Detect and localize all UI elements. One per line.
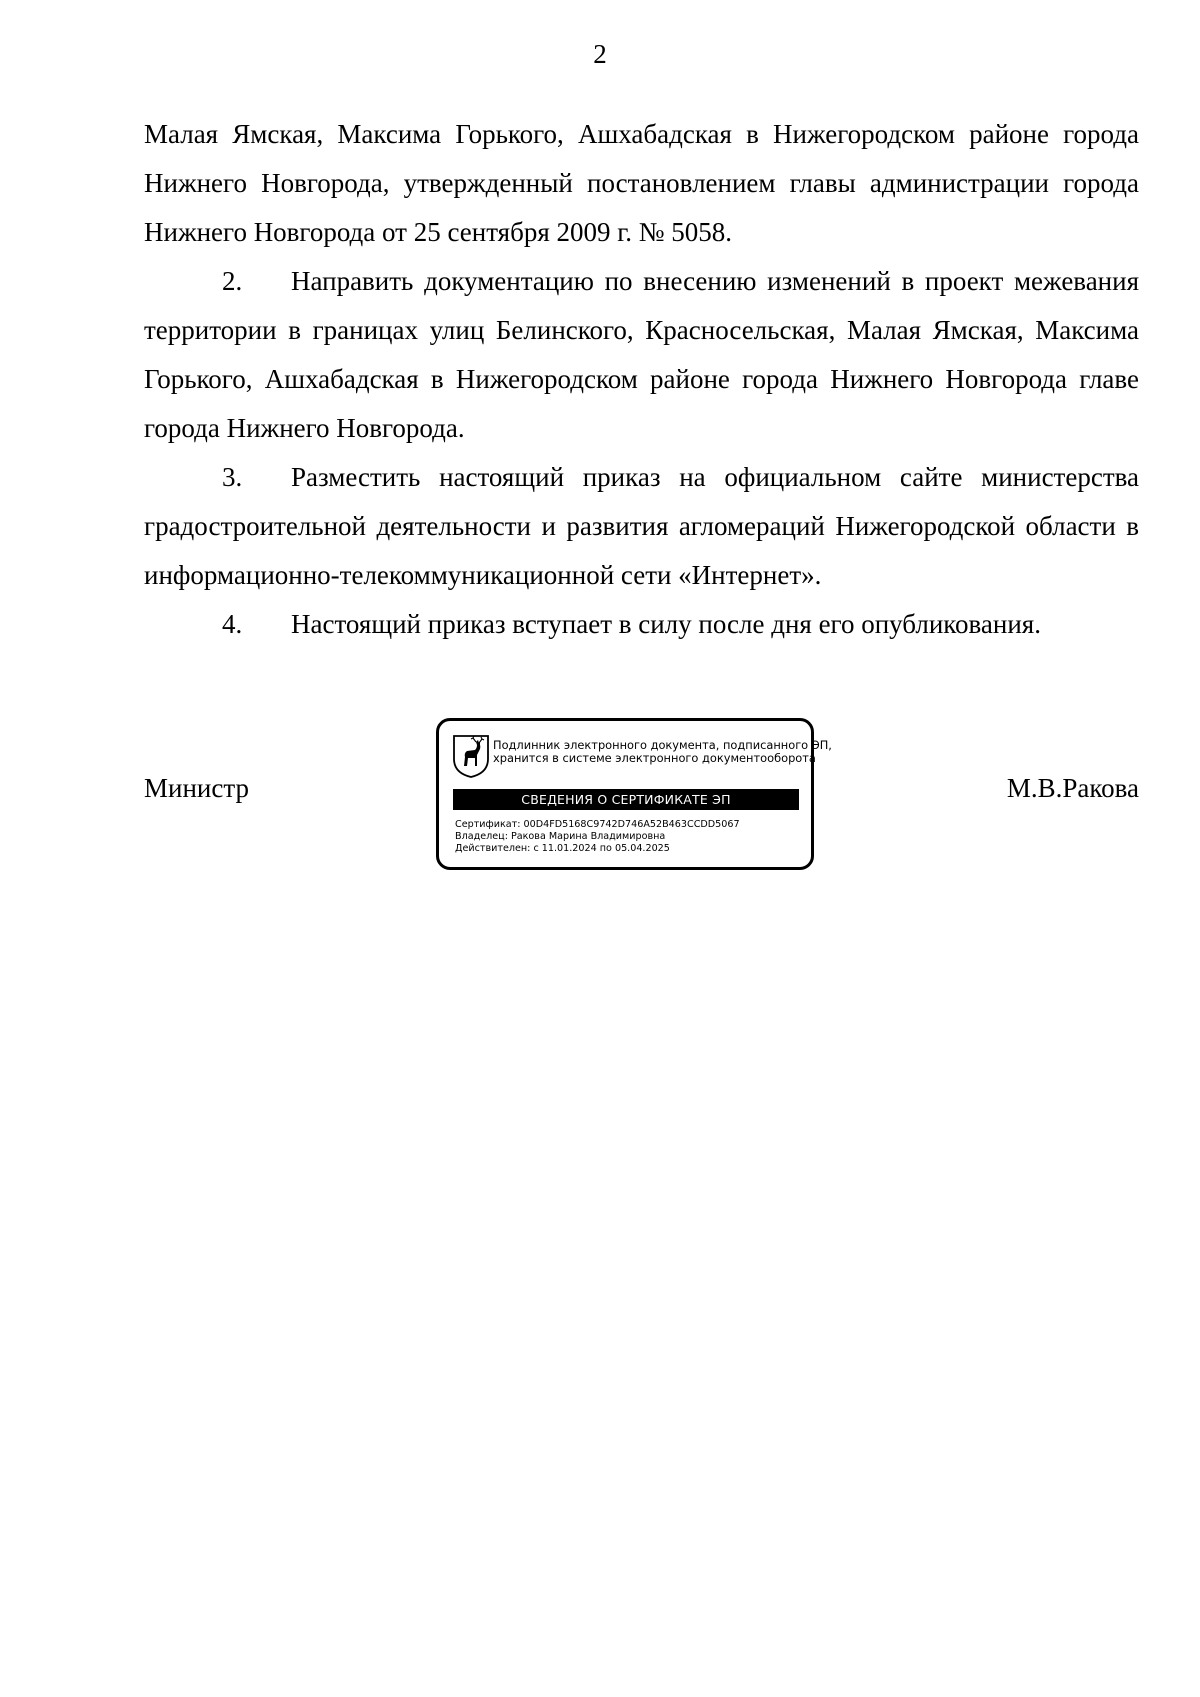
- list-item-2: [144, 257, 1139, 453]
- signer-role: Министр: [144, 773, 249, 803]
- item-text: Направить документацию по внесению изменений в проект межевания территории в границах улиц Белинского, Красносельская, Малая Ямская, Максима Горького, Ашхабадская в Нижегородском районе города Нижнего Новгорода главе города Нижнего Новгорода.: [144, 266, 1139, 443]
- electronic-signature-stamp: [436, 718, 832, 870]
- item-number: 2.: [222, 266, 243, 296]
- stamp-notice-line: Подлинник электронного документа, подписанного ЭП,: [493, 738, 832, 752]
- item-text: Разместить настоящий приказ на официальном сайте министерства градостроительной деятельности и развития агломераций Нижегородской области в информационно-телекоммуникационной сети «Интернет».: [144, 462, 1139, 590]
- stamp-notice: [493, 738, 832, 765]
- paragraph-continuation: Малая Ямская, Максима Горького, Ашхабадская в Нижегородском районе города Нижнего Новгорода, утвержденный постановлением главы администрации города Нижнего Новгорода от 25 сентября 2009 г. № 5058.: [144, 119, 1139, 247]
- stamp-header: СВЕДЕНИЯ О СЕРТИФИКАТЕ ЭП: [453, 789, 799, 810]
- document-body: [144, 110, 1139, 649]
- certificate-details: [455, 819, 805, 855]
- certificate-number: Сертификат: 00D4FD5168C9742D746A52B463CCDD5067: [455, 819, 740, 830]
- item-text: Настоящий приказ вступает в силу после дня его опубликования.: [291, 609, 1041, 639]
- certificate-validity: Действителен: с 11.01.2024 по 05.04.2025: [455, 843, 670, 854]
- item-number: 4.: [222, 609, 243, 639]
- list-item-4: [144, 600, 1139, 649]
- stamp-notice-line: хранится в системе электронного документооборота: [493, 751, 816, 765]
- deer-coat-of-arms-icon: [451, 733, 491, 779]
- signature-block: [144, 718, 1139, 878]
- certificate-owner: Владелец: Ракова Марина Владимировна: [455, 831, 666, 842]
- item-number: 3.: [222, 462, 243, 492]
- signer-name: М.В.Ракова: [1006, 773, 1139, 803]
- list-item-3: [144, 453, 1139, 600]
- page-number: 2: [593, 39, 607, 69]
